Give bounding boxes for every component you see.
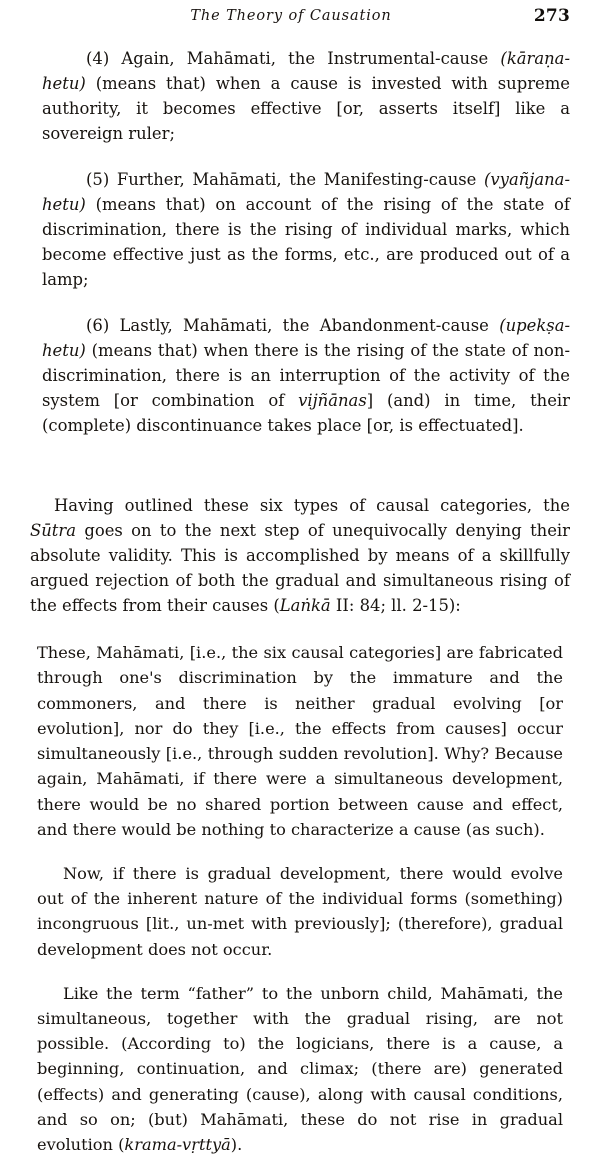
item-4-sanskrit-term: (kāraṇa-hetu) — [42, 49, 570, 94]
sutra-item-6 — [42, 313, 570, 438]
paragraph-having-outlined — [30, 493, 570, 618]
citation-work-title: Laṅkā — [279, 596, 331, 616]
item-4-rest: (means that) when a cause is invested with supreme authority, it becomes effective [or, asserts itself] like a sovereign ruler; — [42, 74, 570, 144]
item-6-sanskrit-term: (upekṣa-hetu) — [42, 315, 570, 360]
item-6-sanskrit-term-vijnanas: vijñānas — [298, 391, 367, 411]
sutra-term: Sūtra — [30, 520, 76, 540]
item-5-lead: (5) Further, Mahāmati, the Manifesting-cause — [86, 169, 485, 189]
item-5-rest: (means that) on account of the rising of the state of discrimination, there is the rising of individual marks, which become effective just as the forms, etc., are produced out of a lamp; — [42, 194, 570, 290]
having-part-2: goes on to the next step of unequivocally denying their absolute validity. This is accomplished by means of a skillfully argued rejection of both the gradual and simultaneous rising of the effects from their causes ( — [30, 520, 570, 616]
item-5-sanskrit-term: (vyañjana-hetu) — [42, 169, 570, 214]
item-6-lead: (6) Lastly, Mahāmati, the Abandonment-cause — [86, 315, 500, 335]
running-head — [30, 8, 570, 32]
item-6-mid: (means that) when there is the rising of the state of non-discrimination, there is an interruption of the activity of the system [or combination of — [42, 340, 570, 411]
sutra-item-4 — [42, 46, 570, 146]
item-4-lead: (4) Again, Mahāmati, the Instrumental-cause — [86, 49, 501, 68]
having-part-1: Having outlined these six types of causal categories, the — [54, 495, 570, 515]
section-spacer — [30, 459, 570, 473]
quote-3-part-1: Like the term “father” to the unborn child, Mahāmati, the simultaneous, together with the gradual rising, are not possible. (According to) the logicians, there is a cause, a beginning, continuation, and climax; (there are) generated (effects) and generating (cause), along with causal conditions, and so on; (but) Mahāmati, these do not rise in gradual evolution ( — [37, 983, 563, 1154]
item-6-rest: ] (and) in time, their (complete) discontinuance takes place [or, is effectuated]. — [42, 391, 570, 436]
block-quote-paragraph-2: Now, if there is gradual development, there would evolve out of the inherent nature of the individual forms (something) incongruous [lit., un-met with previously]; (therefore), gradual development does not occur. — [37, 863, 563, 959]
running-title: The Theory of Causation — [190, 8, 392, 24]
citation-reference: II: 84; ll. 2-15): — [330, 596, 461, 616]
text-column — [30, 46, 570, 1157]
quote-3-part-2: ). — [230, 1134, 243, 1154]
sutra-item-5 — [42, 167, 570, 292]
block-quote-paragraph-3 — [37, 981, 563, 1157]
quote-3-sanskrit-term: krama-vṛttyā — [124, 1134, 231, 1154]
page-number: 273 — [533, 6, 570, 26]
block-quote-paragraph-1: These, Mahāmati, [i.e., the six causal categories] are fabricated through one's discrimination by the immature and the commoners, and there is neither gradual evolving [or evolution], nor do they [i.e., the effects from causes] occur simultaneously [i.e., through sudden revolution]. Why? Because again, Mahāmati, if there were a simultaneous development, there would be no shared portion between cause and effect, and there would be nothing to characterize a cause (as such). — [37, 643, 563, 839]
